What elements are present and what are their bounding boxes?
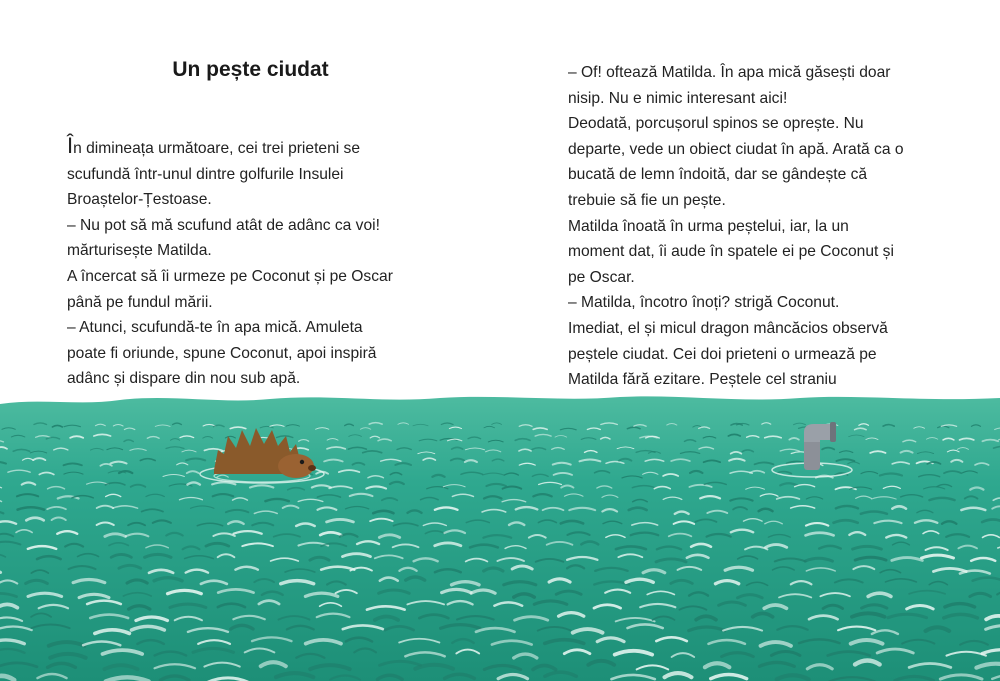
sea-surface <box>0 396 1000 681</box>
text-line: departe, vede un obiect ciudat în apă. Arată ca o <box>568 140 904 158</box>
text-line: trebuie să fie un pește. <box>568 191 726 209</box>
sea-illustration <box>0 394 1000 681</box>
text-line: – Matilda, încotro înoți? strigă Coconut. <box>568 294 840 312</box>
text-line: adânc și dispare din nou sub apă. <box>67 370 301 388</box>
page-title: Un pește ciudat <box>172 58 329 81</box>
text-line: până pe fundul mării. <box>67 293 213 311</box>
text-line: Deodată, porcușorul spinos se oprește. Nu <box>568 115 864 133</box>
text-line: – Nu pot să mă scufund atât de adânc ca voi! <box>67 216 380 234</box>
text-line: Matilda înoată în urma peștelui, iar, la un <box>568 217 849 235</box>
text-line: scufundă într-unul dintre golfurile Insulei <box>67 165 344 183</box>
text-line: moment dat, îi aude în spatele ei pe Coconut și <box>568 243 894 261</box>
text-line: peștele ciudat. Cei doi prieteni o urmează pe <box>568 345 877 363</box>
text-line: – Of! oftează Matilda. În apa mică găsești doar <box>568 64 891 81</box>
text-line: Broaștelor-Țestoase. <box>67 191 212 209</box>
text-line: pe Oscar. <box>568 268 635 286</box>
text-line <box>67 133 393 162</box>
text-line: bucată de lemn îndoită, dar se gândește că <box>568 166 868 184</box>
text-line-content: n dimineața următoare, cei trei prieteni se <box>73 140 361 157</box>
text-line: Imediat, el și micul dragon mâncăcios observă <box>568 319 888 337</box>
text-line: mărturisește Matilda. <box>67 242 212 260</box>
text-line: nisip. Nu e nimic interesant aici! <box>568 89 788 107</box>
right-text-column <box>568 60 904 393</box>
text-line: poate fi oriunde, spune Coconut, apoi inspiră <box>67 344 377 362</box>
dropcap: Î <box>67 133 74 158</box>
text-line: – Atunci, scufundă-te în apa mică. Amuleta <box>67 319 363 337</box>
text-line: Matilda fără ezitare. Peștele cel straniu <box>568 371 837 389</box>
left-text-column <box>67 133 393 392</box>
text-line: A încercat să îi urmeze pe Coconut și pe Oscar <box>67 267 393 285</box>
